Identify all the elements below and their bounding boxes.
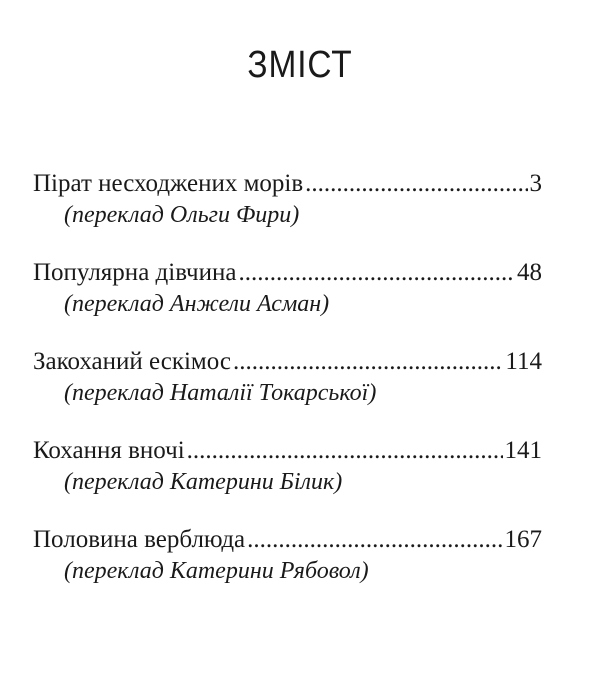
toc-entry-translator: (переклад Ольги Фири): [64, 202, 300, 228]
table-of-contents: [33, 168, 542, 613]
toc-entry-title: Закоханий ескімос: [33, 348, 231, 375]
toc-entry-title: Половина верблюда: [33, 526, 246, 553]
toc-entry-page: 114: [505, 348, 542, 375]
toc-entry-title: Кохання вночі: [33, 437, 185, 464]
toc-line: [33, 168, 542, 200]
toc-entry: [33, 257, 542, 346]
toc-entry-page: 3: [529, 170, 542, 197]
toc-line: [33, 346, 542, 378]
page-title: ЗМІСТ: [247, 44, 353, 86]
toc-entry-translator: (переклад Анжели Асман): [64, 291, 330, 317]
toc-entry-page: 167: [504, 526, 542, 553]
toc-entry: [33, 168, 542, 257]
dot-leader: [238, 257, 515, 289]
toc-line: [33, 524, 542, 556]
toc-entry-translator: (переклад Катерини Рябовол): [64, 558, 369, 584]
toc-entry: [33, 346, 542, 435]
toc-entry: [33, 524, 542, 613]
toc-entry: [33, 435, 542, 524]
toc-entry-page: 141: [504, 437, 542, 464]
toc-entry-title: Пірат несходжених морів: [33, 170, 304, 197]
dot-leader: [305, 168, 527, 200]
dot-leader: [247, 524, 502, 556]
toc-line: [33, 257, 542, 289]
toc-entry-title: Популярна дівчина: [33, 259, 237, 286]
dot-leader: [233, 346, 503, 378]
toc-entry-page: 48: [517, 259, 542, 286]
dot-leader: [187, 435, 503, 467]
toc-entry-translator: (переклад Наталії Токарської): [64, 380, 377, 406]
toc-line: [33, 435, 542, 467]
toc-entry-translator: (переклад Катерини Білик): [64, 469, 343, 495]
